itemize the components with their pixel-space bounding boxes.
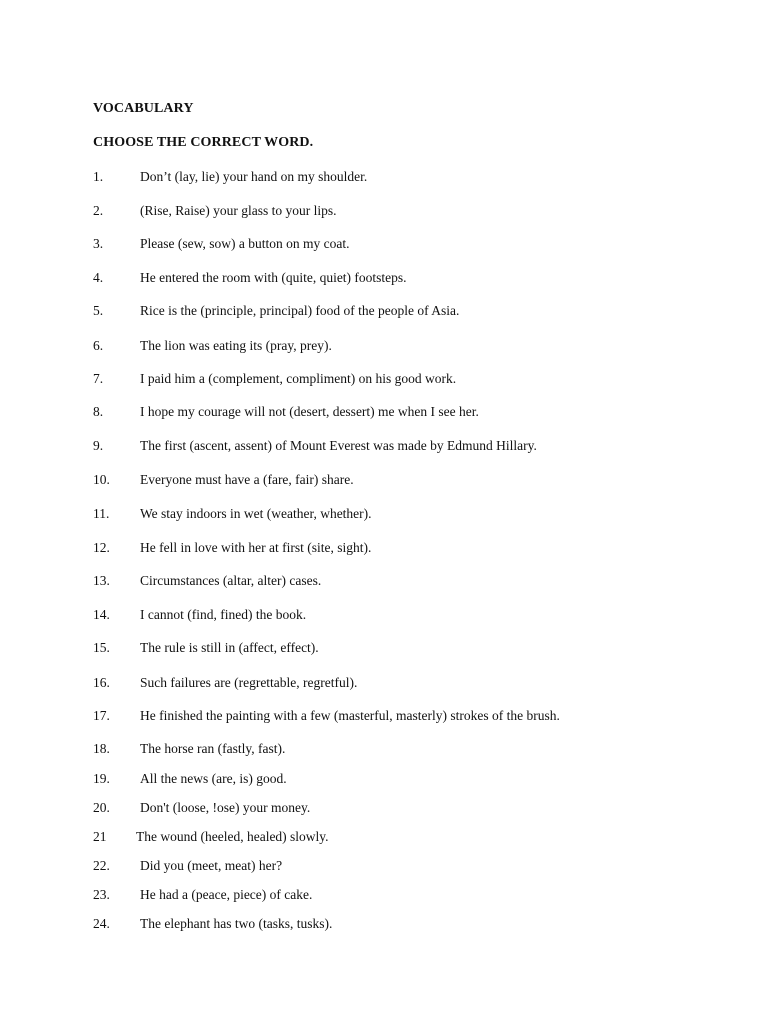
item-text: The lion was eating its (pray, prey).	[140, 338, 332, 353]
item-number: 12.	[93, 540, 110, 555]
item-number: 20.	[93, 800, 110, 815]
item-number: 7.	[93, 371, 104, 386]
item-number: 6.	[93, 338, 104, 353]
item-text: Circumstances (altar, alter) cases.	[140, 573, 322, 588]
document-title: VOCABULARY	[93, 101, 194, 116]
item-number: 24.	[93, 916, 110, 931]
item-text: Please (sew, sow) a button on my coat.	[140, 236, 350, 251]
item-text: Don't (loose, !ose) your money.	[140, 800, 311, 815]
item-number: 14.	[93, 607, 110, 622]
item-text: All the news (are, is) good.	[140, 771, 287, 786]
item-text: The first (ascent, assent) of Mount Everest was made by Edmund Hillary.	[140, 438, 537, 453]
item-text: Rice is the (principle, principal) food of the people of Asia.	[140, 303, 460, 318]
item-text: The horse ran (fastly, fast).	[140, 741, 286, 756]
item-number: 15.	[93, 640, 110, 655]
item-text: He fell in love with her at first (site, sight).	[140, 540, 372, 555]
item-number: 22.	[93, 858, 110, 873]
item-number: 9.	[93, 438, 104, 453]
item-number: 13.	[93, 573, 110, 588]
item-text: Such failures are (regrettable, regretful).	[140, 675, 358, 690]
item-number: 11.	[93, 506, 110, 521]
item-number: 3.	[93, 236, 104, 251]
item-number: 2.	[93, 203, 104, 218]
item-text: I paid him a (complement, compliment) on his good work.	[140, 371, 457, 386]
item-text: The rule is still in (affect, effect).	[140, 640, 319, 655]
item-text: I cannot (find, fined) the book.	[140, 607, 307, 622]
item-number: 5.	[93, 303, 104, 318]
item-number: 4.	[93, 270, 104, 285]
item-text: He entered the room with (quite, quiet) footsteps.	[140, 270, 407, 285]
item-text: He finished the painting with a few (masterful, masterly) strokes of the brush.	[140, 708, 560, 723]
item-text: The wound (heeled, healed) slowly.	[136, 829, 329, 844]
instruction-heading: CHOOSE THE CORRECT WORD.	[93, 135, 314, 150]
item-text: (Rise, Raise) your glass to your lips.	[140, 203, 337, 218]
item-number: 21	[93, 829, 107, 844]
item-text: Don’t (lay, lie) your hand on my shoulder.	[140, 169, 368, 184]
item-number: 16.	[93, 675, 110, 690]
item-number: 19.	[93, 771, 110, 786]
item-text: We stay indoors in wet (weather, whether).	[140, 506, 372, 521]
item-text: He had a (peace, piece) of cake.	[140, 887, 313, 902]
item-text: Did you (meet, meat) her?	[140, 858, 283, 873]
item-text: I hope my courage will not (desert, dessert) me when I see her.	[140, 404, 479, 419]
item-number: 10.	[93, 472, 110, 487]
item-number: 18.	[93, 741, 110, 756]
item-number: 1.	[93, 169, 104, 184]
item-number: 23.	[93, 887, 110, 902]
item-number: 17.	[93, 708, 110, 723]
item-number: 8.	[93, 404, 104, 419]
item-text: Everyone must have a (fare, fair) share.	[140, 472, 354, 487]
item-text: The elephant has two (tasks, tusks).	[140, 916, 333, 931]
